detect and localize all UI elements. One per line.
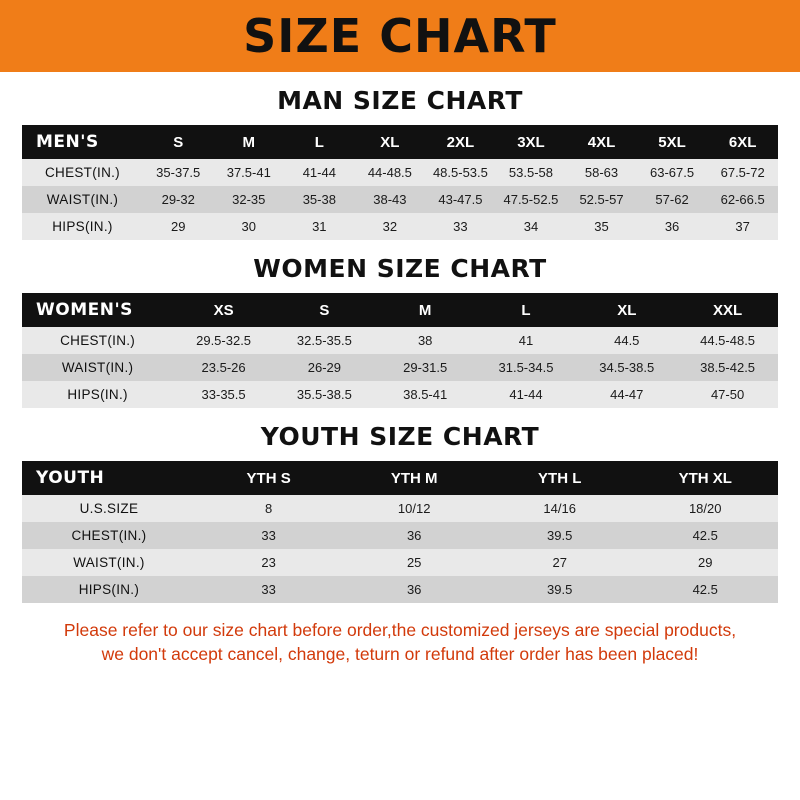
policy-note-line-1: Please refer to our size chart before order,the customized jerseys are special products, xyxy=(63,620,737,640)
youth-col-header: YTH XL xyxy=(632,461,778,495)
women-table-body xyxy=(22,327,778,408)
men-col-header: L xyxy=(284,125,355,159)
men-header-row xyxy=(22,125,778,159)
men-corner-label: MEN'S xyxy=(22,125,143,159)
youth-row-label: WAIST(IN.) xyxy=(22,549,196,576)
table-row xyxy=(22,495,778,522)
men-row-label: WAIST(IN.) xyxy=(22,186,143,213)
youth-cell: 29 xyxy=(632,549,778,576)
youth-cell: 14/16 xyxy=(487,495,633,522)
men-cell: 62-66.5 xyxy=(707,186,778,213)
section-title-women: WOMEN SIZE CHART xyxy=(253,254,547,283)
section-women xyxy=(22,254,778,408)
women-cell: 32.5-35.5 xyxy=(274,327,375,354)
table-row xyxy=(22,522,778,549)
men-row-label: HIPS(IN.) xyxy=(22,213,143,240)
women-cell: 44.5-48.5 xyxy=(677,327,778,354)
men-row-label: CHEST(IN.) xyxy=(22,159,143,186)
table-row xyxy=(22,159,778,186)
women-col-header: S xyxy=(274,293,375,327)
women-col-header: XXL xyxy=(677,293,778,327)
men-cell: 57-62 xyxy=(637,186,708,213)
youth-corner-label: YOUTH xyxy=(22,461,196,495)
youth-table-body xyxy=(22,495,778,603)
men-cell: 41-44 xyxy=(284,159,355,186)
youth-row-label: U.S.SIZE xyxy=(22,495,196,522)
table-row xyxy=(22,213,778,240)
men-cell: 33 xyxy=(425,213,496,240)
women-cell: 38.5-41 xyxy=(375,381,476,408)
men-cell: 30 xyxy=(214,213,285,240)
men-cell: 52.5-57 xyxy=(566,186,637,213)
men-col-header: 5XL xyxy=(637,125,708,159)
men-cell: 37 xyxy=(707,213,778,240)
women-cell: 31.5-34.5 xyxy=(476,354,577,381)
youth-cell: 39.5 xyxy=(487,576,633,603)
youth-cell: 42.5 xyxy=(632,576,778,603)
men-cell: 36 xyxy=(637,213,708,240)
men-cell: 32 xyxy=(355,213,426,240)
women-cell: 23.5-26 xyxy=(173,354,274,381)
youth-cell: 36 xyxy=(341,522,487,549)
men-size-table xyxy=(22,125,778,240)
men-cell: 53.5-58 xyxy=(496,159,567,186)
youth-cell: 33 xyxy=(196,576,342,603)
youth-cell: 27 xyxy=(487,549,633,576)
women-cell: 35.5-38.5 xyxy=(274,381,375,408)
women-table-head xyxy=(22,293,778,327)
women-cell: 34.5-38.5 xyxy=(576,354,677,381)
women-col-header: XL xyxy=(576,293,677,327)
men-cell: 58-63 xyxy=(566,159,637,186)
men-cell: 35 xyxy=(566,213,637,240)
men-cell: 35-37.5 xyxy=(143,159,214,186)
women-cell: 29.5-32.5 xyxy=(173,327,274,354)
men-col-header: 3XL xyxy=(496,125,567,159)
men-col-header: 4XL xyxy=(566,125,637,159)
women-cell: 26-29 xyxy=(274,354,375,381)
section-youth xyxy=(22,422,778,603)
page-title: SIZE CHART xyxy=(243,9,557,63)
men-table-body xyxy=(22,159,778,240)
men-cell: 34 xyxy=(496,213,567,240)
youth-cell: 18/20 xyxy=(632,495,778,522)
youth-col-header: YTH M xyxy=(341,461,487,495)
men-col-header: XL xyxy=(355,125,426,159)
women-row-label: CHEST(IN.) xyxy=(22,327,173,354)
women-row-label: WAIST(IN.) xyxy=(22,354,173,381)
men-cell: 29 xyxy=(143,213,214,240)
men-col-header: M xyxy=(214,125,285,159)
men-cell: 32-35 xyxy=(214,186,285,213)
men-col-header: S xyxy=(143,125,214,159)
women-cell: 41-44 xyxy=(476,381,577,408)
youth-row-label: HIPS(IN.) xyxy=(22,576,196,603)
women-corner-label: WOMEN'S xyxy=(22,293,173,327)
youth-header-row xyxy=(22,461,778,495)
table-row xyxy=(22,576,778,603)
youth-cell: 39.5 xyxy=(487,522,633,549)
women-cell: 47-50 xyxy=(677,381,778,408)
women-cell: 44.5 xyxy=(576,327,677,354)
women-cell: 44-47 xyxy=(576,381,677,408)
men-cell: 29-32 xyxy=(143,186,214,213)
women-col-header: M xyxy=(375,293,476,327)
men-cell: 47.5-52.5 xyxy=(496,186,567,213)
youth-cell: 42.5 xyxy=(632,522,778,549)
men-cell: 67.5-72 xyxy=(707,159,778,186)
men-cell: 35-38 xyxy=(284,186,355,213)
section-men xyxy=(22,86,778,240)
women-row-label: HIPS(IN.) xyxy=(22,381,173,408)
policy-note-line-2: we don't accept cancel, change, teturn or refund after order has been placed! xyxy=(101,643,699,664)
women-cell: 41 xyxy=(476,327,577,354)
youth-cell: 8 xyxy=(196,495,342,522)
policy-note xyxy=(22,619,778,666)
youth-cell: 33 xyxy=(196,522,342,549)
youth-cell: 23 xyxy=(196,549,342,576)
men-col-header: 2XL xyxy=(425,125,496,159)
women-size-table xyxy=(22,293,778,408)
section-title-youth: YOUTH SIZE CHART xyxy=(260,422,540,451)
youth-row-label: CHEST(IN.) xyxy=(22,522,196,549)
youth-size-table xyxy=(22,461,778,603)
men-table-head xyxy=(22,125,778,159)
women-col-header: XS xyxy=(173,293,274,327)
youth-cell: 25 xyxy=(341,549,487,576)
men-cell: 38-43 xyxy=(355,186,426,213)
women-cell: 33-35.5 xyxy=(173,381,274,408)
youth-col-header: YTH S xyxy=(196,461,342,495)
women-cell: 38 xyxy=(375,327,476,354)
table-row xyxy=(22,186,778,213)
content xyxy=(0,86,800,666)
men-col-header: 6XL xyxy=(707,125,778,159)
table-row xyxy=(22,549,778,576)
women-col-header: L xyxy=(476,293,577,327)
table-row xyxy=(22,381,778,408)
women-header-row xyxy=(22,293,778,327)
youth-cell: 10/12 xyxy=(341,495,487,522)
youth-cell: 36 xyxy=(341,576,487,603)
banner xyxy=(0,0,800,72)
women-cell: 29-31.5 xyxy=(375,354,476,381)
section-title-men: MAN SIZE CHART xyxy=(277,86,523,115)
men-cell: 43-47.5 xyxy=(425,186,496,213)
men-cell: 63-67.5 xyxy=(637,159,708,186)
men-cell: 37.5-41 xyxy=(214,159,285,186)
men-cell: 48.5-53.5 xyxy=(425,159,496,186)
men-cell: 44-48.5 xyxy=(355,159,426,186)
table-row xyxy=(22,354,778,381)
youth-col-header: YTH L xyxy=(487,461,633,495)
table-row xyxy=(22,327,778,354)
women-cell: 38.5-42.5 xyxy=(677,354,778,381)
men-cell: 31 xyxy=(284,213,355,240)
youth-table-head xyxy=(22,461,778,495)
